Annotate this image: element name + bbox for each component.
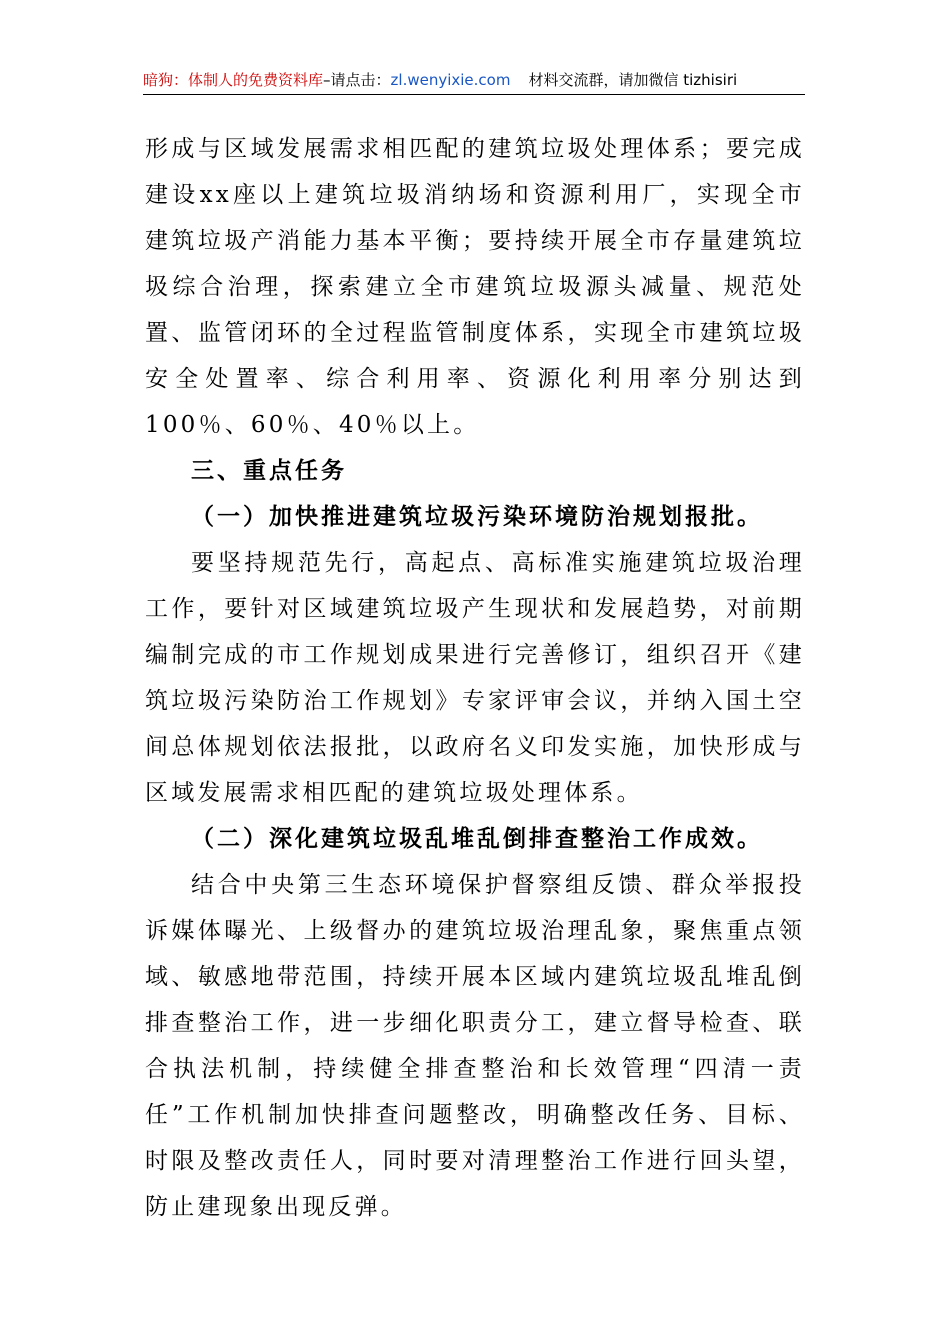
paragraph-continued: 形成与区域发展需求相匹配的建筑垃圾处理体系；要完成建设xx座以上建筑垃圾消纳场和资源利用厂，实现全市建筑垃圾产消能力基本平衡；要持续开展全市存量建筑垃圾综合治理，探索建立全市建筑垃圾源头减量、规范处置、监管闭环的全过程监管制度体系，实现全市建筑垃圾安全处置率、综合利用率、资源化利用率分别达到100％、60％、40％以上。: [145, 136, 805, 438]
document-body: [145, 126, 805, 1230]
paragraph-subsection-2: 结合中央第三生态环境保护督察组反馈、群众举报投诉媒体曝光、上级督办的建筑垃圾治理乱象，聚焦重点领域、敏感地带范围，持续开展本区域内建筑垃圾乱堆乱倒排查整治工作，进一步细化职责分工，建立督导检查、联合执法机制，持续健全排查整治和长效管理“四清一责任”工作机制加快排查问题整改，明确整改任务、目标、时限及整改责任人，同时要对清理整治工作进行回头望，防止建现象出现反弹。: [145, 872, 805, 1220]
header-contact: 材料交流群，请加微信 tizhisiri: [528, 71, 738, 89]
page-header: [143, 66, 805, 94]
header-link[interactable]: zl.wenyixie.com: [390, 71, 511, 89]
paragraph-subsection-1: 要坚持规范先行，高起点、高标准实施建筑垃圾治理工作，要针对区域建筑垃圾产生现状和发展趋势，对前期编制完成的市工作规划成果进行完善修订，组织召开《建筑垃圾污染防治工作规划》专家评审会议，并纳入国土空间总体规划依法报批，以政府名义印发实施，加快形成与区域发展需求相匹配的建筑垃圾处理体系。: [145, 550, 805, 806]
header-click-prefix: –请点击：: [323, 71, 391, 89]
section-heading: 三、重点任务: [191, 458, 347, 484]
header-divider: [143, 94, 805, 95]
header-brand: 暗狗：体制人的免费资料库: [143, 71, 324, 89]
subsection-heading-2: （二）深化建筑垃圾乱堆乱倒排查整治工作成效。: [191, 825, 763, 852]
subsection-heading-1: （一）加快推进建筑垃圾污染环境防治规划报批。: [191, 503, 763, 530]
